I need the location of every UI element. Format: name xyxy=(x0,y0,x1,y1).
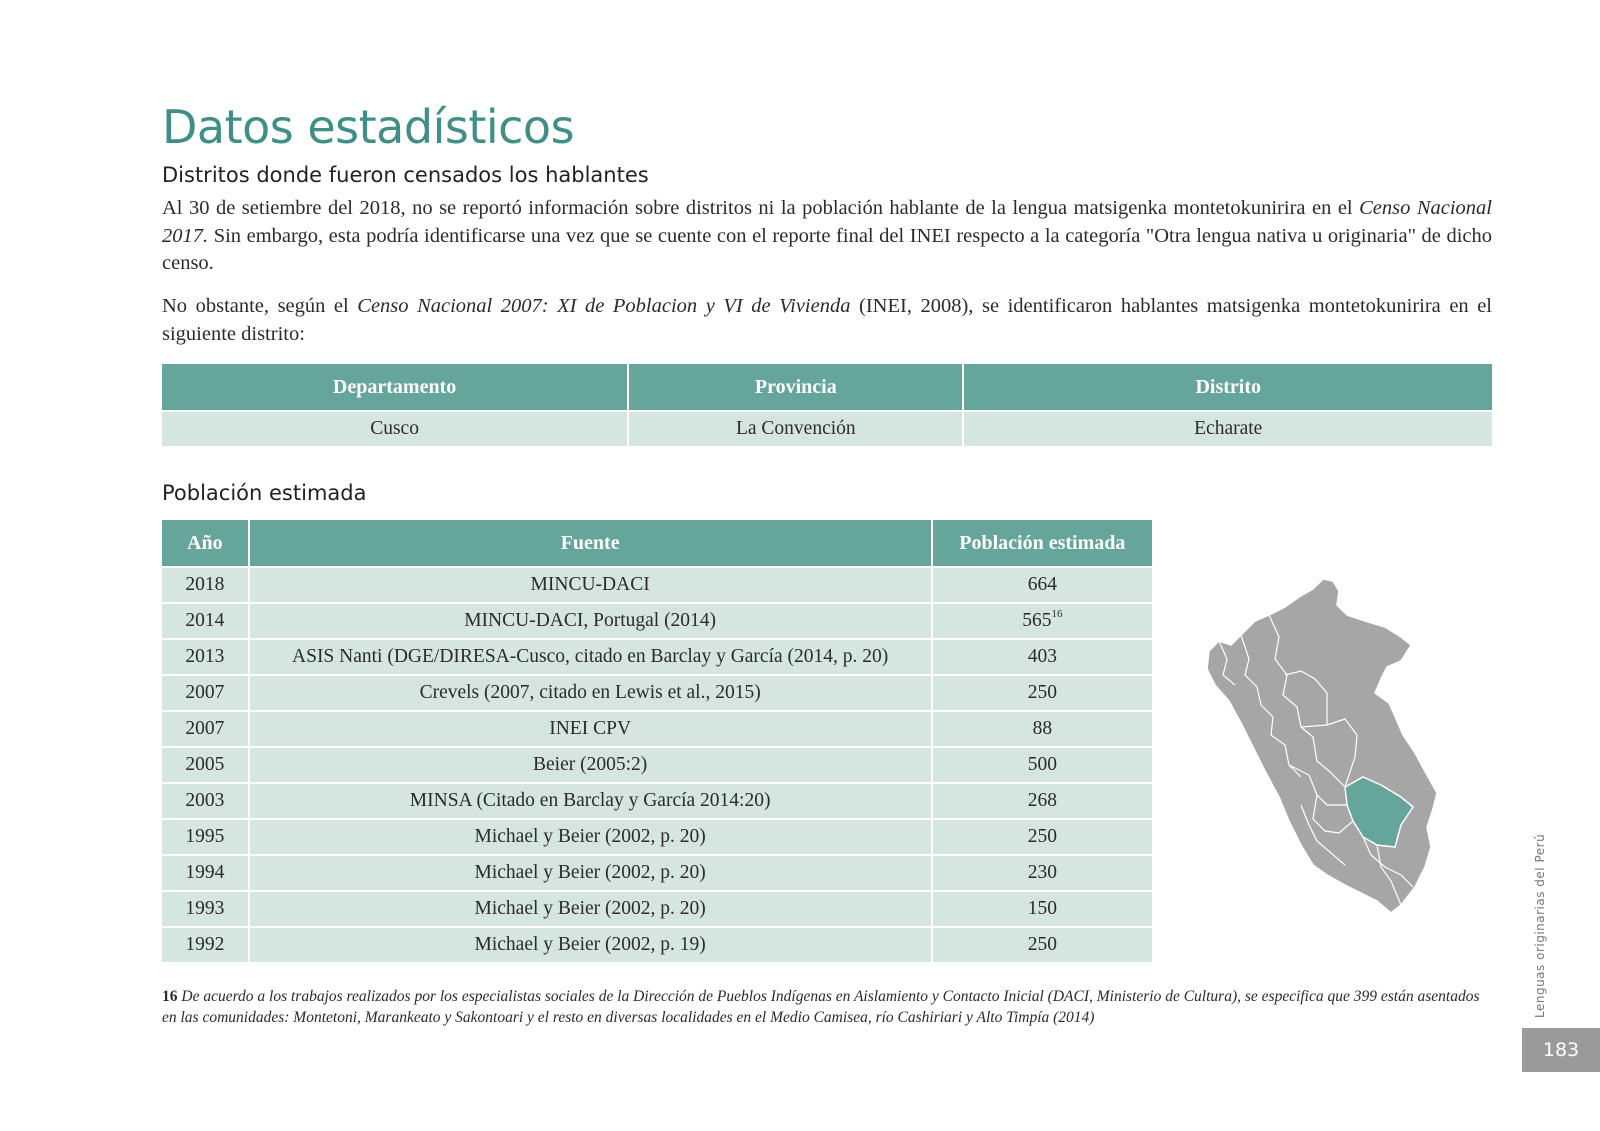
cell-anio: 2007 xyxy=(162,676,248,710)
header-departamento: Departamento xyxy=(162,364,627,410)
para2-emphasis: Censo Nacional 2007: XI de Poblacion y VI de Vivienda xyxy=(357,295,851,317)
cell-fuente: INEI CPV xyxy=(250,712,931,746)
cell-anio: 2013 xyxy=(162,640,248,674)
para1-emphasis: Censo Nacional 2017. xyxy=(162,197,1492,247)
cell-anio: 1995 xyxy=(162,820,248,854)
district-table-header xyxy=(162,364,1492,410)
cell-anio: 2007 xyxy=(162,712,248,746)
para2-text-b: (INEI, 2008), se identificaron hablantes matsigenka montetokunirira en el siguiente distrito: xyxy=(162,295,1492,345)
footnote-reference[interactable]: 16 xyxy=(1051,608,1063,620)
footnote xyxy=(162,986,1492,1028)
footnote-number: 16 xyxy=(162,988,178,1005)
cell-poblacion xyxy=(933,784,1152,818)
cell-anio: 2018 xyxy=(162,568,248,602)
table-row xyxy=(162,640,1152,674)
cell-poblacion xyxy=(933,856,1152,890)
cell-poblacion xyxy=(933,640,1152,674)
population-table xyxy=(160,518,1154,964)
cell-anio: 1994 xyxy=(162,856,248,890)
cell-fuente: MINCU-DACI, Portugal (2014) xyxy=(250,604,931,638)
population-value: 664 xyxy=(1027,574,1057,595)
cell-fuente: Michael y Beier (2002, p. 20) xyxy=(250,892,931,926)
population-value: 250 xyxy=(1027,934,1057,955)
population-value: 88 xyxy=(1032,718,1053,739)
population-value: 230 xyxy=(1027,862,1057,883)
cell-fuente: Michael y Beier (2002, p. 19) xyxy=(250,928,931,962)
cell-poblacion xyxy=(933,676,1152,710)
cell-anio: 2014 xyxy=(162,604,248,638)
population-value: 268 xyxy=(1027,790,1057,811)
header-distrito: Distrito xyxy=(964,364,1492,410)
cell-fuente: ASIS Nanti (DGE/DIRESA-Cusco, citado en Barclay y García (2014, p. 20) xyxy=(250,640,931,674)
header-poblacion: Población estimada xyxy=(933,520,1152,566)
page-title: Datos estadísticos xyxy=(162,100,575,154)
cell-fuente: Michael y Beier (2002, p. 20) xyxy=(250,856,931,890)
cell-poblacion xyxy=(933,928,1152,962)
peru-map-icon xyxy=(1205,575,1445,925)
para2-text-a: No obstante, según el xyxy=(162,295,358,317)
table-row xyxy=(162,928,1152,962)
cell-anio: 1993 xyxy=(162,892,248,926)
table-row xyxy=(162,892,1152,926)
population-value: 250 xyxy=(1027,682,1057,703)
cell-fuente: Beier (2005:2) xyxy=(250,748,931,782)
cell-poblacion xyxy=(933,892,1152,926)
table-row xyxy=(162,856,1152,890)
side-label: Lenguas originarias del Perú xyxy=(1533,833,1547,1018)
cell-poblacion xyxy=(933,568,1152,602)
cell-anio: 2005 xyxy=(162,748,248,782)
footnote-text: De acuerdo a los trabajos realizados por los especialistas sociales de la Dirección de Pueblos Indígenas en Aislamiento y Contacto Inicial (DACI, Ministerio de Cultura), se especifica que 399 están asentados en las comunidades: Montetoni, Marankeato y Sakontoari y el resto en diversas localidades en el Medio Camisea, río Cashiriari y Alto Timpía (2014) xyxy=(162,988,1480,1026)
cell-fuente: MINCU-DACI xyxy=(250,568,931,602)
cell-poblacion xyxy=(933,712,1152,746)
table-row xyxy=(162,676,1152,710)
cell-distrito: Echarate xyxy=(964,412,1492,446)
para1-text-b: Sin embargo, esta podría identificarse una vez que se cuente con el reporte final del INEI respecto a la categoría "Otra lengua nativa u originaria" de dicho censo. xyxy=(162,224,1492,274)
cell-fuente: Michael y Beier (2002, p. 20) xyxy=(250,820,931,854)
page-number: 183 xyxy=(1522,1028,1600,1072)
cell-fuente: Crevels (2007, citado en Lewis et al., 2015) xyxy=(250,676,931,710)
header-provincia: Provincia xyxy=(629,364,962,410)
population-heading: Población estimada xyxy=(162,481,367,505)
table-row xyxy=(162,604,1152,638)
table-row xyxy=(162,820,1152,854)
cell-poblacion xyxy=(933,748,1152,782)
cell-fuente: MINSA (Citado en Barclay y García 2014:20) xyxy=(250,784,931,818)
census-2017-paragraph xyxy=(162,195,1492,278)
district-table xyxy=(160,362,1494,448)
cell-poblacion xyxy=(933,820,1152,854)
para1-text-a: Al 30 de setiembre del 2018, no se reportó información sobre distritos ni la población hablante de la lengua matsigenka montetokunirira en el xyxy=(162,197,1360,219)
table-row xyxy=(162,412,1492,446)
table-row xyxy=(162,784,1152,818)
population-table-header xyxy=(162,520,1152,566)
population-value: 403 xyxy=(1027,646,1057,667)
population-value: 150 xyxy=(1027,898,1057,919)
population-value: 250 xyxy=(1027,826,1057,847)
cell-anio: 2003 xyxy=(162,784,248,818)
districts-heading: Distritos donde fueron censados los hablantes xyxy=(162,163,649,187)
census-2007-paragraph xyxy=(162,293,1492,348)
population-value: 500 xyxy=(1027,754,1057,775)
header-anio: Año xyxy=(162,520,248,566)
table-row xyxy=(162,712,1152,746)
table-row xyxy=(162,568,1152,602)
cell-anio: 1992 xyxy=(162,928,248,962)
header-fuente: Fuente xyxy=(250,520,931,566)
population-value: 565 xyxy=(1022,610,1052,631)
cell-departamento: Cusco xyxy=(162,412,627,446)
peru-outline xyxy=(1207,579,1437,913)
cell-poblacion xyxy=(933,604,1152,638)
table-row xyxy=(162,748,1152,782)
cell-provincia: La Convención xyxy=(629,412,962,446)
